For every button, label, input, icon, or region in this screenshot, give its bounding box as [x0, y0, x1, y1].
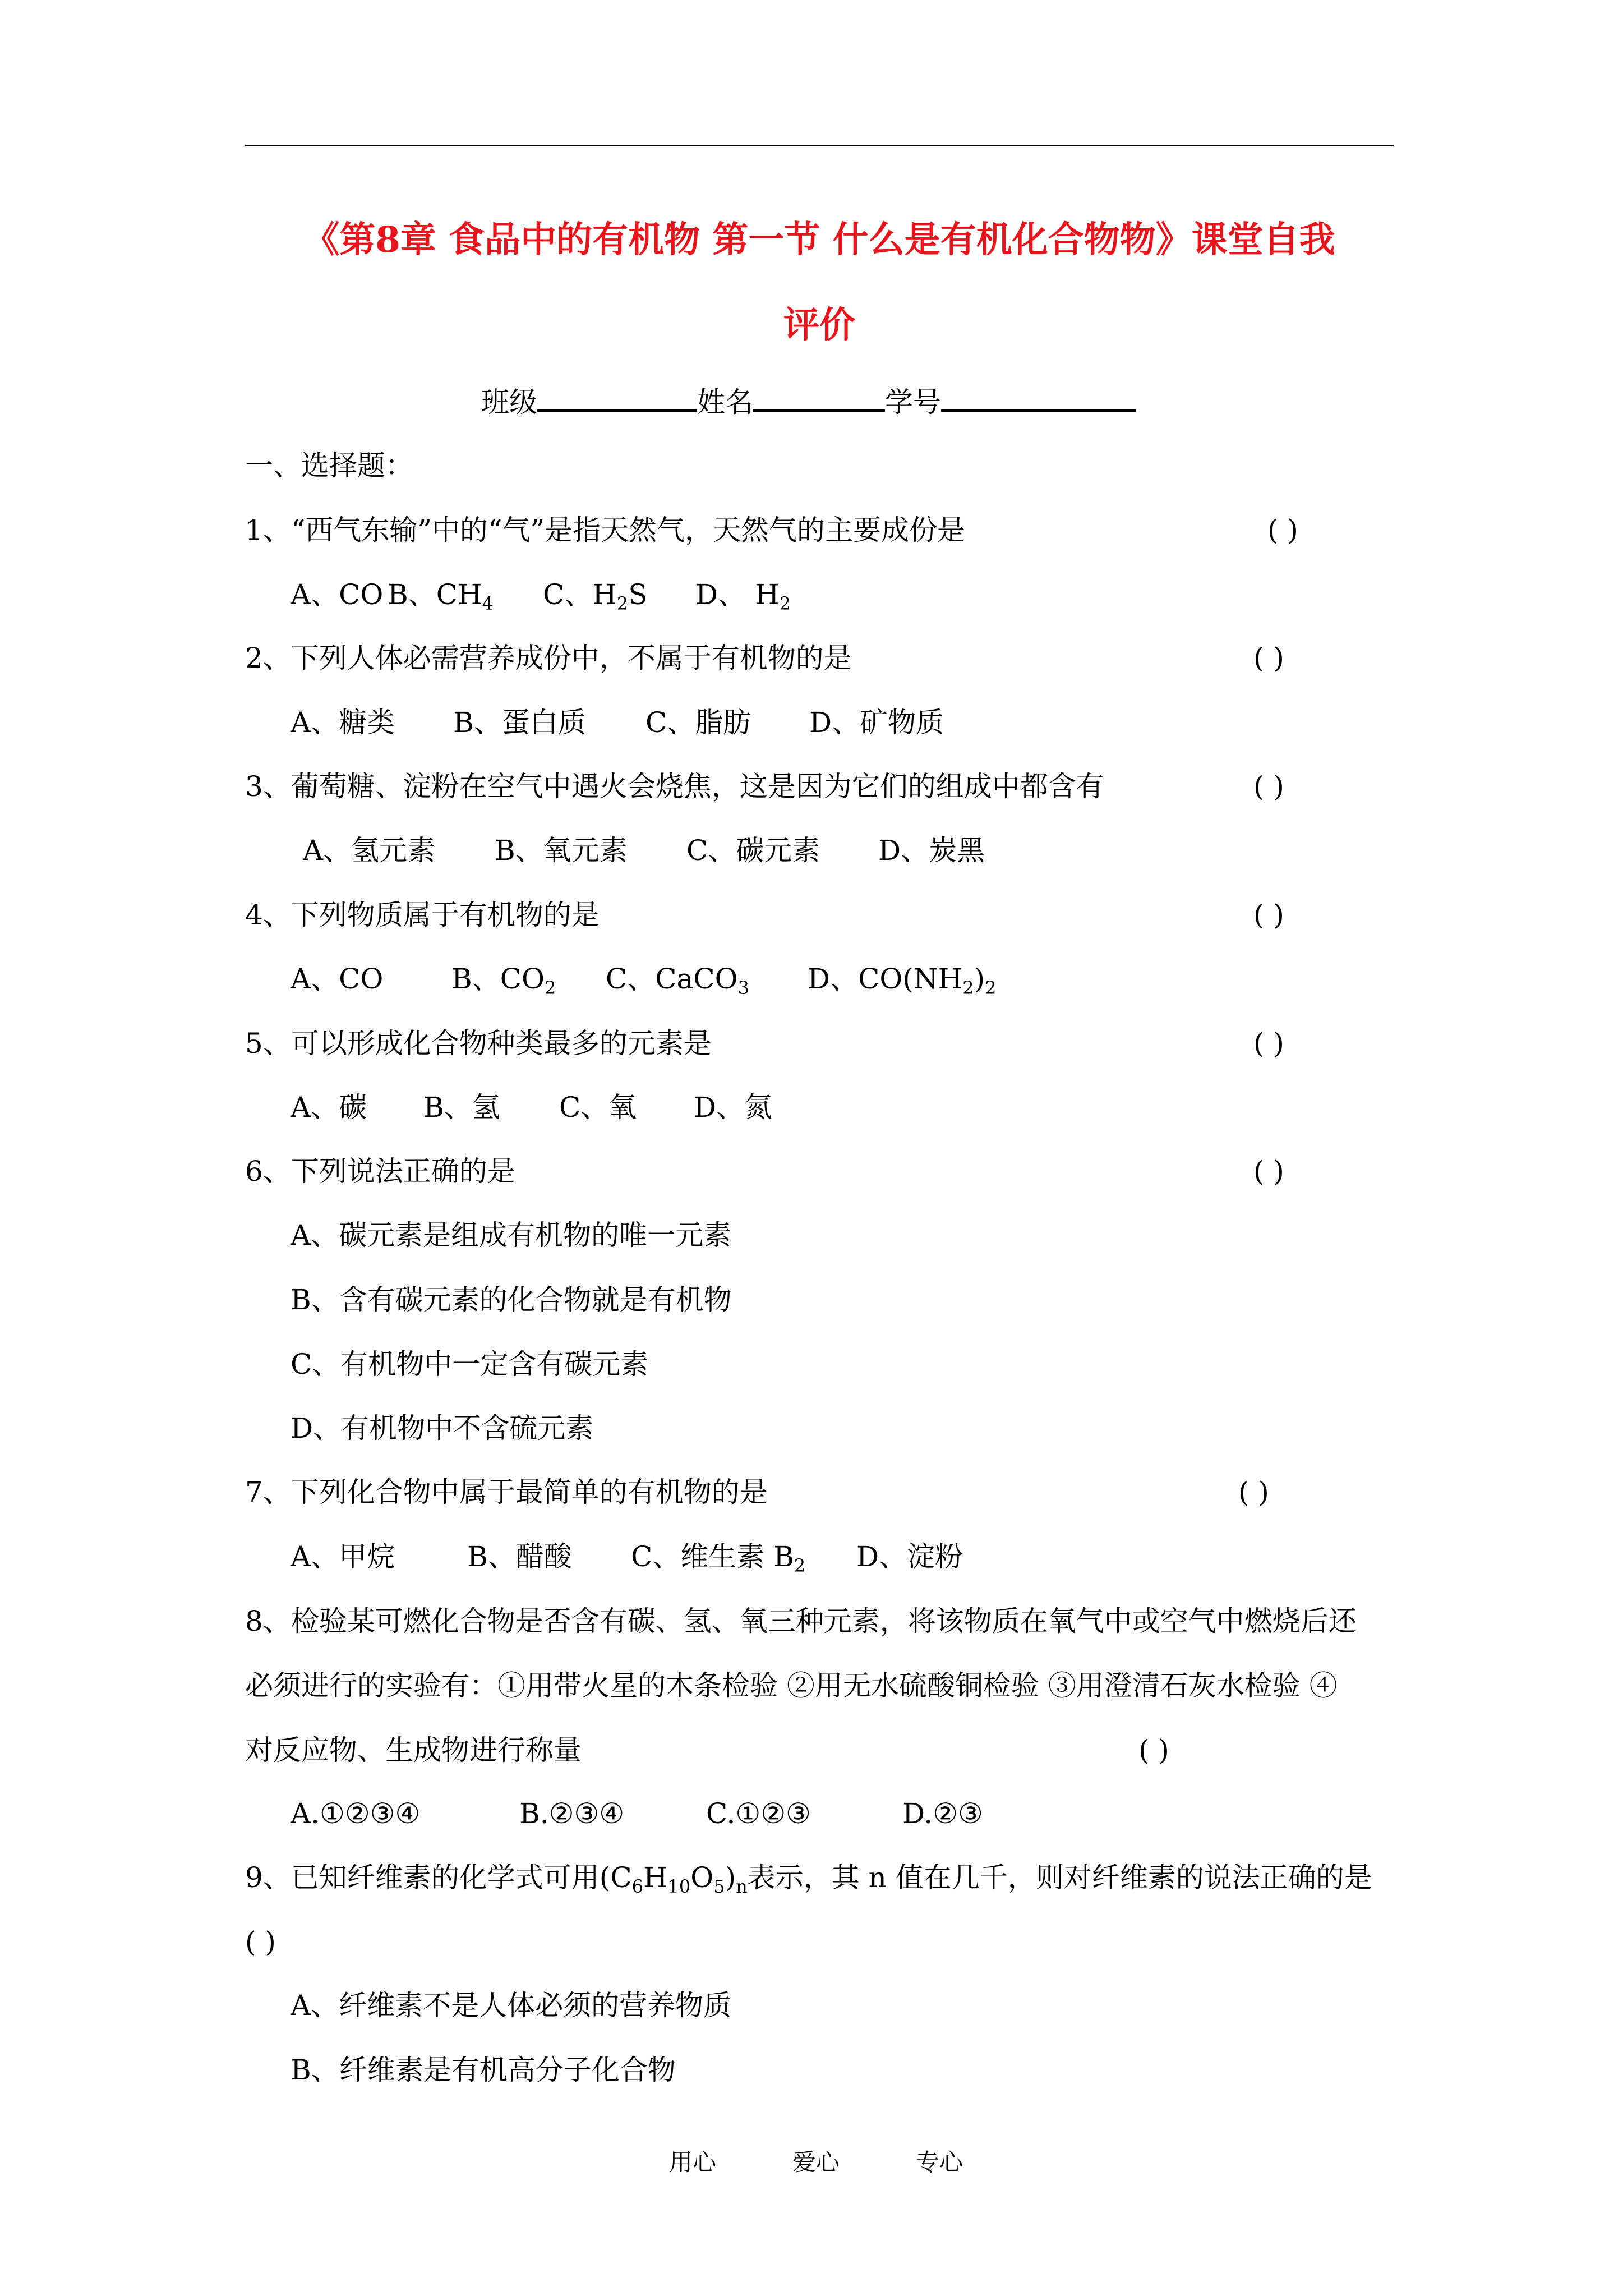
question-8-answer-paren[interactable]: ( ) [1138, 1734, 1169, 1766]
question-7-options [291, 1540, 963, 1576]
option-a[interactable]: A、碳 [291, 1091, 367, 1124]
question-8-stem-line-3: 对反应物、生成物进行称量 [245, 1734, 582, 1766]
question-6-option-a[interactable]: A、碳元素是组成有机物的唯一元素 [291, 1219, 732, 1251]
number-label: 学号 [885, 386, 941, 418]
question-1-stem: 1、“西气东输”中的“气”是指天然气，天然气的主要成份是 [245, 514, 966, 546]
option-b[interactable]: B、$CH_4$ [388, 578, 494, 614]
question-2-stem: 2、下列人体必需营养成份中，不属于有机物的是 [245, 642, 852, 674]
question-8-stem-line-1: 8、检验某可燃化合物是否含有碳、氢、氧三种元素，将该物质在氧气中或空气中燃烧后还 [245, 1605, 1357, 1637]
option-b[interactable]: B.②③④ [519, 1797, 625, 1830]
student-info-row [481, 380, 1136, 419]
question-6-stem: 6、下列说法正确的是 [245, 1155, 515, 1188]
option-c[interactable]: C、氧 [559, 1091, 637, 1124]
question-3-stem: 3、葡萄糖、淀粉在空气中遇火会烧焦，这是因为它们的组成中都含有 [245, 770, 1104, 803]
title-line-1: 《第8章 食品中的有机物 第一节 什么是有机化合物物》课堂自我 [303, 219, 1335, 261]
question-1-answer-paren[interactable]: ( ) [1267, 514, 1298, 546]
question-9-option-b[interactable]: B、纤维素是有机高分子化合物 [291, 2054, 676, 2086]
name-blank[interactable] [753, 380, 885, 412]
question-5-options [291, 1091, 772, 1124]
question-9-option-a[interactable]: A、纤维素不是人体必须的营养物质 [291, 1989, 732, 2022]
option-a[interactable]: A.①②③④ [291, 1797, 421, 1830]
question-9-stem-line-1: 9、已知纤维素的化学式可用$(C_6H_{10}O_5)_n$表示，其 n 值在几千，则对纤维素的说法正确的是 [245, 1861, 1372, 1897]
question-8-stem-line-2: 必须进行的实验有：①用带火星的木条检验 ②用无水硫酸铜检验 ③用澄清石灰水检验 ④ [245, 1669, 1338, 1702]
option-c[interactable]: C.①②③ [706, 1797, 811, 1830]
option-d[interactable]: D、 $H_2$ [695, 578, 791, 614]
question-6-option-d[interactable]: D、有机物中不含硫元素 [291, 1412, 594, 1444]
question-5-answer-paren[interactable]: ( ) [1253, 1027, 1284, 1060]
footer-text-1: 用心 [669, 2148, 717, 2176]
option-a[interactable]: A、氢元素 [303, 834, 436, 867]
name-label: 姓名 [697, 386, 753, 418]
question-1-options [291, 578, 791, 614]
title-line-2: 评价 [783, 304, 855, 346]
class-blank[interactable] [537, 380, 697, 412]
option-a[interactable]: A、CO [291, 963, 384, 995]
option-b[interactable]: B、氢 [423, 1091, 500, 1124]
option-d[interactable]: D、矿物质 [809, 706, 944, 739]
option-c[interactable]: C、CaCO$_3$ [606, 963, 749, 999]
option-d[interactable]: D、氮 [694, 1091, 773, 1124]
option-b[interactable]: B、醋酸 [467, 1540, 572, 1573]
footer-text-2: 爱心 [792, 2148, 840, 2176]
option-c[interactable]: C、脂肪 [645, 706, 751, 739]
question-3-answer-paren[interactable]: ( ) [1253, 770, 1284, 803]
question-6-answer-paren[interactable]: ( ) [1253, 1155, 1284, 1188]
question-7-stem: 7、下列化合物中属于最简单的有机物的是 [245, 1476, 768, 1508]
question-2-options [291, 706, 944, 739]
question-5-stem: 5、可以形成化合物种类最多的元素是 [245, 1027, 712, 1060]
question-6-option-c[interactable]: C、有机物中一定含有碳元素 [291, 1348, 649, 1381]
section-header: 一、选择题： [245, 449, 413, 482]
question-4-options [291, 962, 997, 999]
option-d[interactable]: D、炭黑 [878, 834, 985, 867]
question-9-answer-paren[interactable]: ( ) [245, 1926, 276, 1958]
option-a[interactable]: A、CO [291, 578, 384, 611]
question-2-answer-paren[interactable]: ( ) [1253, 642, 1284, 674]
question-8-options [291, 1797, 983, 1830]
header-rule [245, 145, 1394, 146]
option-c[interactable]: C、维生素 $B_2$ [631, 1540, 806, 1576]
question-6-option-b[interactable]: B、含有碳元素的化合物就是有机物 [291, 1283, 732, 1316]
option-a[interactable]: A、甲烷 [291, 1540, 395, 1573]
option-b[interactable]: B、氧元素 [495, 834, 628, 867]
option-c[interactable]: C、碳元素 [686, 834, 820, 867]
option-b[interactable]: B、$CO_2$ [451, 963, 556, 999]
class-label: 班级 [481, 386, 537, 418]
option-a[interactable]: A、糖类 [291, 706, 395, 739]
question-7-answer-paren[interactable]: ( ) [1238, 1476, 1269, 1508]
option-c[interactable]: C、$H_2S$ [543, 578, 648, 614]
question-3-options [303, 834, 985, 867]
number-blank[interactable] [941, 380, 1136, 412]
option-d[interactable]: D.②③ [902, 1797, 983, 1830]
question-4-answer-paren[interactable]: ( ) [1253, 899, 1284, 931]
option-d[interactable]: D、淀粉 [856, 1540, 963, 1573]
option-b[interactable]: B、蛋白质 [453, 706, 586, 739]
option-d[interactable]: D、$CO(NH_2)_2$ [808, 963, 997, 999]
question-4-stem: 4、下列物质属于有机物的是 [245, 899, 600, 931]
footer-text-3: 专心 [916, 2148, 963, 2176]
